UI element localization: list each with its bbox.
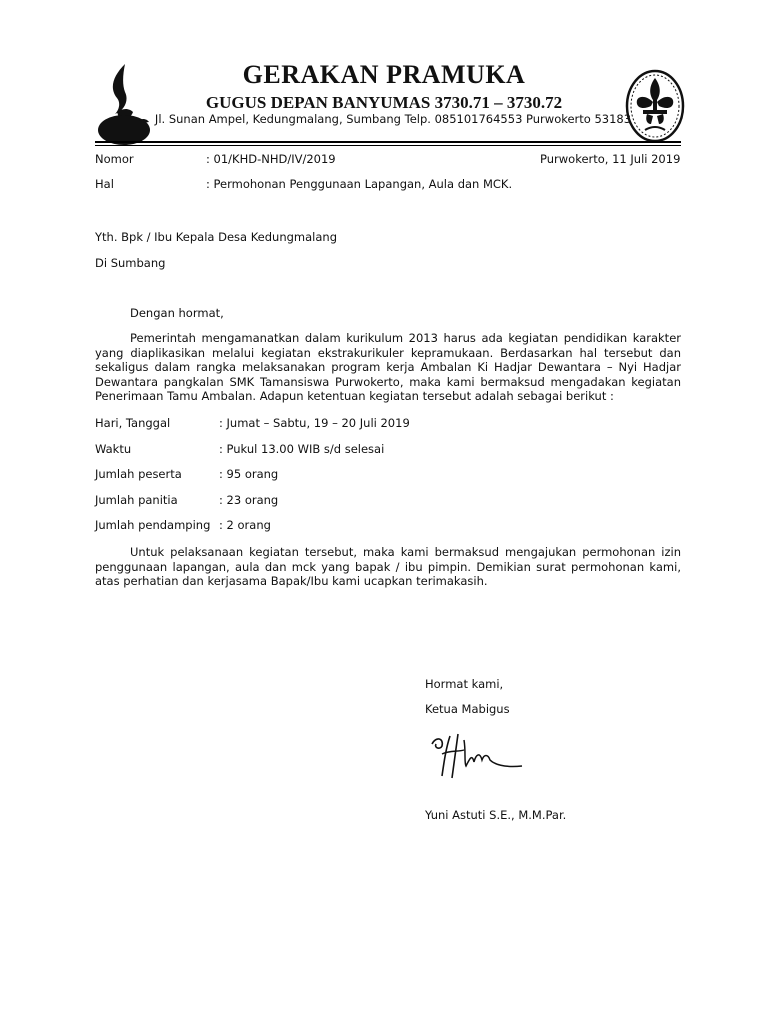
nomor-value: : 01/KHD-NHD/IV/2019: [206, 152, 336, 166]
detail-label: Jumlah pendamping: [95, 518, 211, 532]
detail-label: Jumlah panitia: [95, 493, 178, 507]
letterhead-divider-thin: [95, 145, 681, 146]
nomor-label: Nomor: [95, 152, 134, 166]
detail-value: : 95 orang: [219, 467, 279, 481]
letterhead-address: Jl. Sunan Ampel, Kedungmalang, Sumbang Telp. 085101764553 Purwokerto 53183: [154, 112, 632, 126]
scout-emblem-icon: [625, 68, 685, 144]
letterhead-subtitle: GUGUS DEPAN BANYUMAS 3730.71 – 3730.72: [205, 93, 563, 112]
signature-image: [424, 728, 528, 786]
detail-value: : 2 orang: [219, 518, 271, 532]
detail-label: Jumlah peserta: [95, 467, 182, 481]
letterhead-divider: [95, 141, 681, 143]
hal-value: : Permohonan Penggunaan Lapangan, Aula dan MCK.: [206, 177, 513, 191]
signer-position: Ketua Mabigus: [425, 702, 510, 716]
detail-label: Hari, Tanggal: [95, 416, 171, 430]
letterhead-title: GERAKAN PRAMUKA: [242, 60, 526, 89]
closing-salutation: Hormat kami,: [425, 677, 504, 691]
greeting: Dengan hormat,: [130, 306, 224, 320]
detail-value: : Jumat – Sabtu, 19 – 20 Juli 2019: [219, 416, 410, 430]
letter-date: Purwokerto, 11 Juli 2019: [540, 152, 681, 166]
detail-value: : Pukul 13.00 WIB s/d selesai: [219, 442, 385, 456]
signer-name: Yuni Astuti S.E., M.M.Par.: [425, 808, 567, 822]
recipient-line: Yth. Bpk / Ibu Kepala Desa Kedungmalang: [95, 230, 338, 244]
hal-label: Hal: [95, 177, 114, 191]
recipient-location: Di Sumbang: [95, 256, 166, 270]
paragraph-intro: Pemerintah mengamanatkan dalam kurikulum 2013 harus ada kegiatan pendidikan karakter yang diaplikasikan melalui kegiatan ekstrakurikuler kepramukaan. Berdasarkan hal tersebut dan sekaligus dalam rangka melaksanakan program kerja Ambalan Ki Hadjar Dewantara – Nyi Hadjar Dewantara pangkalan SMK Tamansiswa Purwokerto, maka kami bermaksud mengadakan kegiatan Penerimaan Tamu Ambalan. Adapun ketentuan kegiatan tersebut adalah sebagai berikut :: [95, 331, 681, 404]
detail-label: Waktu: [95, 442, 132, 456]
paragraph-closing: Untuk pelaksanaan kegiatan tersebut, maka kami bermaksud mengajukan permohonan izin penggunaan lapangan, aula dan mck yang bapak / ibu pimpin. Demikian surat permohonan kami, atas perhatian dan kerjasama Bapak/Ibu kami ucapkan terimakasih.: [95, 545, 681, 589]
detail-value: : 23 orang: [219, 493, 279, 507]
